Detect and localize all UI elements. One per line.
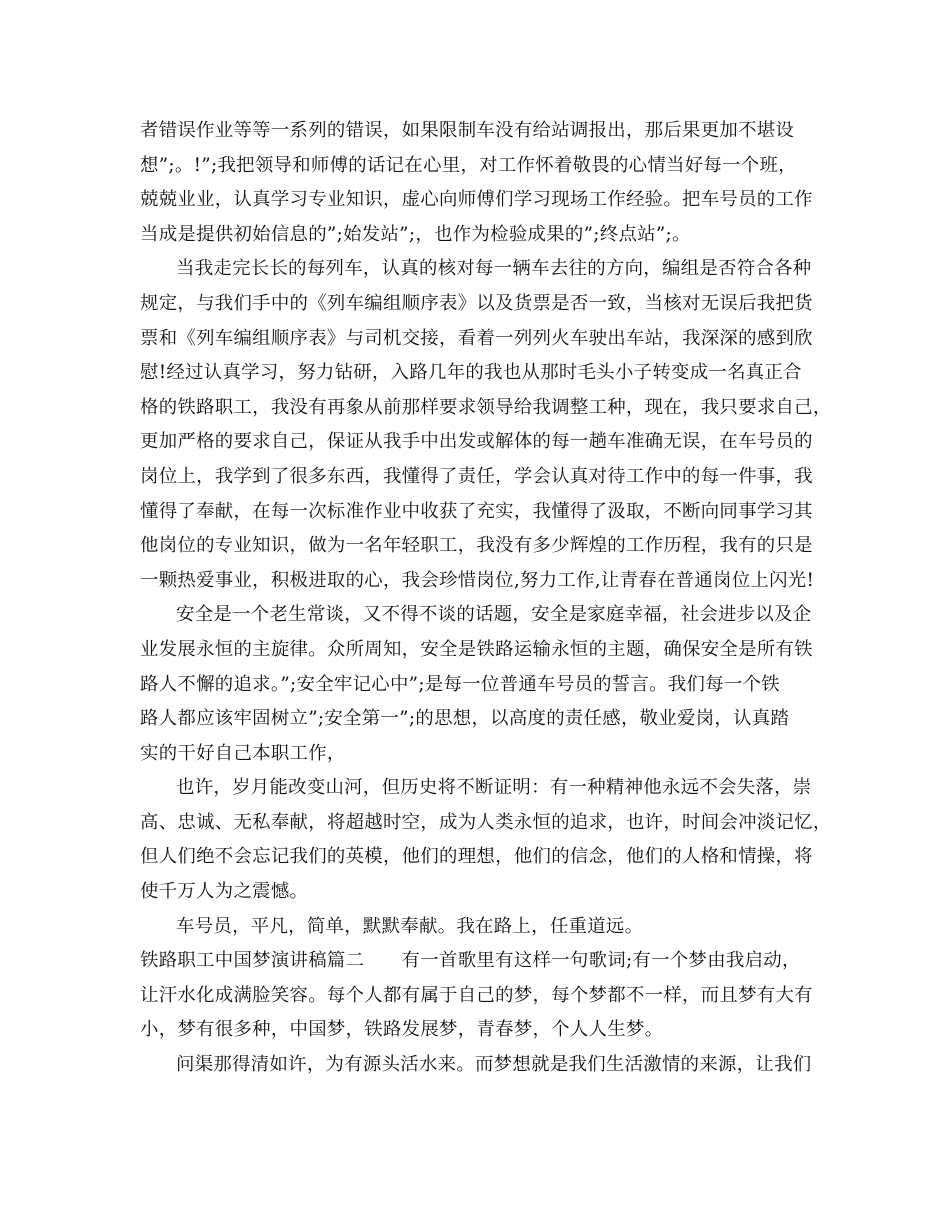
- text-line: 车号员，平凡，简单，默默奉献。我在路上，任重道远。: [176, 915, 644, 937]
- text-line: 规定，与我们手中的《列车编组顺序表》以及货票是否一致，当核对无误后我把货: [140, 292, 813, 314]
- text-line: 当成是提供初始信息的”;始发站”;，也作为检验成果的”;终点站”;。: [140, 223, 691, 245]
- text-line: 高、忠诚、无私奉献，将超越时空，成为人类永恒的追求，也许，时间会冲淡记忆，: [140, 811, 832, 833]
- text-line: 小，梦有很多种，中国梦，铁路发展梦，青春梦，个人人生梦。: [140, 1019, 664, 1041]
- text-line: 路人不懈的追求。”;安全牢记心中”;是每一位普通车号员的誓言。我们每一个铁: [140, 673, 780, 695]
- document-body: [140, 114, 830, 1083]
- text-line: 也许，岁月能改变山河，但历史将不断证明：有一种精神他永远不会失落，崇: [176, 777, 812, 799]
- text-line: 兢兢业业，认真学习专业知识，虚心向师傅们学习现场工作经验。把车号员的工作: [140, 189, 813, 211]
- text-line: 者错误作业等等一系列的错误，如果限制车没有给站调报出，那后果更加不堪设: [140, 120, 795, 141]
- text-line: 票和《列车编组顺序表》与司机交接，看着一列列火车驶出车站，我深深的感到欣: [140, 327, 813, 349]
- text-line: 想”;。!”;我把领导和师傅的话记在心里，对工作怀着敬畏的心情当好每一个班，: [140, 154, 797, 176]
- text-line: 岗位上，我学到了很多东西，我懂得了责任，学会认真对待工作中的每一件事，我: [140, 465, 813, 487]
- text-line: 让汗水化成满脸笑容。每个人都有属于自己的梦，每个梦都不一样，而且梦有大有: [140, 984, 813, 1006]
- text-line: 当我走完长长的每列车，认真的核对每一辆车去往的方向，编组是否符合各种: [176, 258, 812, 280]
- text-line: 业发展永恒的主旋律。众所周知，安全是铁路运输永恒的主题，确保安全是所有铁: [140, 638, 813, 660]
- text-line: 路人都应该牢固树立”;安全第一”;的思想，以高度的责任感，敬业爱岗，认真踏: [140, 708, 790, 730]
- text-line: 安全是一个老生常谈，又不得不谈的话题，安全是家庭幸福，社会进步以及企: [176, 604, 812, 626]
- text-line: 铁路职工中国梦演讲稿篇二 有一首歌里有这样一句歌词;有一个梦由我启动，: [140, 950, 801, 972]
- text-line: 他岗位的专业知识，做为一名年轻职工，我没有多少辉煌的工作历程，我有的只是: [140, 535, 813, 557]
- text-line: 使千万人为之震憾。: [140, 881, 309, 903]
- text-line: 更加严格的要求自己，保证从我手中出发或解体的每一趟车准确无误，在车号员的: [140, 431, 813, 453]
- text-line: 但人们绝不会忘记我们的英模，他们的理想，他们的信念，他们的人格和情操，将: [140, 846, 813, 868]
- text-line: 格的铁路职工，我没有再象从前那样要求领导给我调整工种，现在，我只要求自己，: [140, 396, 832, 418]
- text-line: 一颗热爱事业，积极进取的心，我会珍惜岗位,努力工作,让青春在普通岗位上闪光!: [140, 569, 815, 591]
- text-line: 慰!经过认真学习，努力钻研，入路几年的我也从那时毛头小子转变成一名真正合: [140, 362, 802, 384]
- text-line: 问渠那得清如许，为有源头活水来。而梦想就是我们生活激情的来源，让我们: [176, 1054, 812, 1076]
- text-line: 实的干好自己本职工作，: [140, 742, 346, 764]
- text-line: 懂得了奉献，在每一次标准作业中收获了充实，我懂得了汲取，不断向同事学习其: [140, 500, 813, 522]
